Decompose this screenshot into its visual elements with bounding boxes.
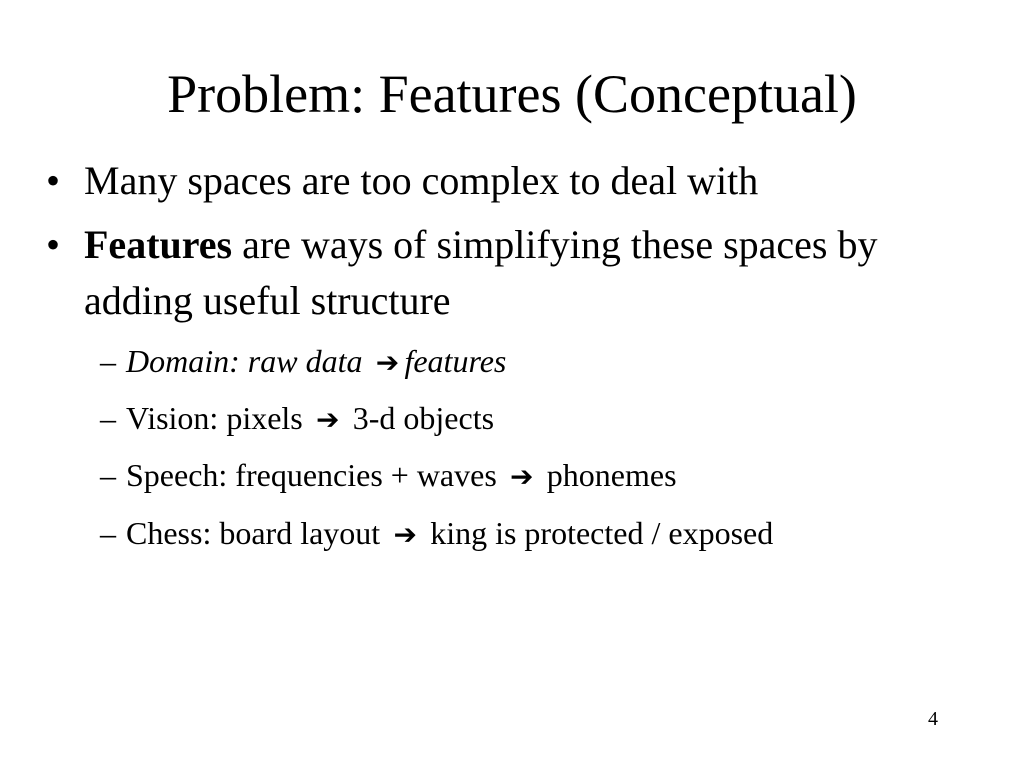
right-arrow-icon: ➔	[375, 346, 400, 379]
sub-bullet-dash: –	[100, 400, 116, 436]
bullet-text: Many spaces are too complex to deal with	[84, 158, 759, 203]
bullet-text-rest: are ways of simplifying these spaces by adding useful structure	[84, 222, 878, 323]
sub-bullet-dash: –	[100, 515, 116, 551]
sub-bullet-right: features	[404, 343, 507, 379]
sub-bullet-left: Domain: raw data	[126, 343, 363, 379]
sub-bullet-item	[100, 453, 980, 499]
sub-bullet-left: Speech: frequencies + waves	[126, 457, 497, 493]
sub-bullet-right: 3-d objects	[352, 400, 495, 436]
right-arrow-icon: ➔	[510, 460, 534, 493]
sub-bullet-right: king is protected / exposed	[430, 515, 774, 551]
sub-bullet-dash: –	[100, 457, 116, 493]
page-number: 4	[928, 708, 938, 730]
sub-bullet-left: Vision: pixels	[126, 400, 303, 436]
right-arrow-icon: ➔	[393, 518, 417, 551]
right-arrow-icon: ➔	[316, 403, 340, 436]
bullet-dot: •	[46, 222, 61, 267]
sub-bullet-item	[100, 396, 980, 442]
sub-bullet-right: phonemes	[546, 457, 677, 493]
sub-bullet-item	[100, 511, 980, 557]
bullet-bold-term: Features	[84, 222, 233, 267]
bullet-text	[84, 217, 954, 329]
bullet-dot: •	[46, 158, 61, 203]
slide-title: Problem: Features (Conceptual)	[167, 64, 857, 124]
sub-bullet-item	[100, 339, 980, 385]
sub-bullet-dash: –	[100, 343, 116, 379]
sub-bullet-left: Chess: board layout	[126, 515, 381, 551]
